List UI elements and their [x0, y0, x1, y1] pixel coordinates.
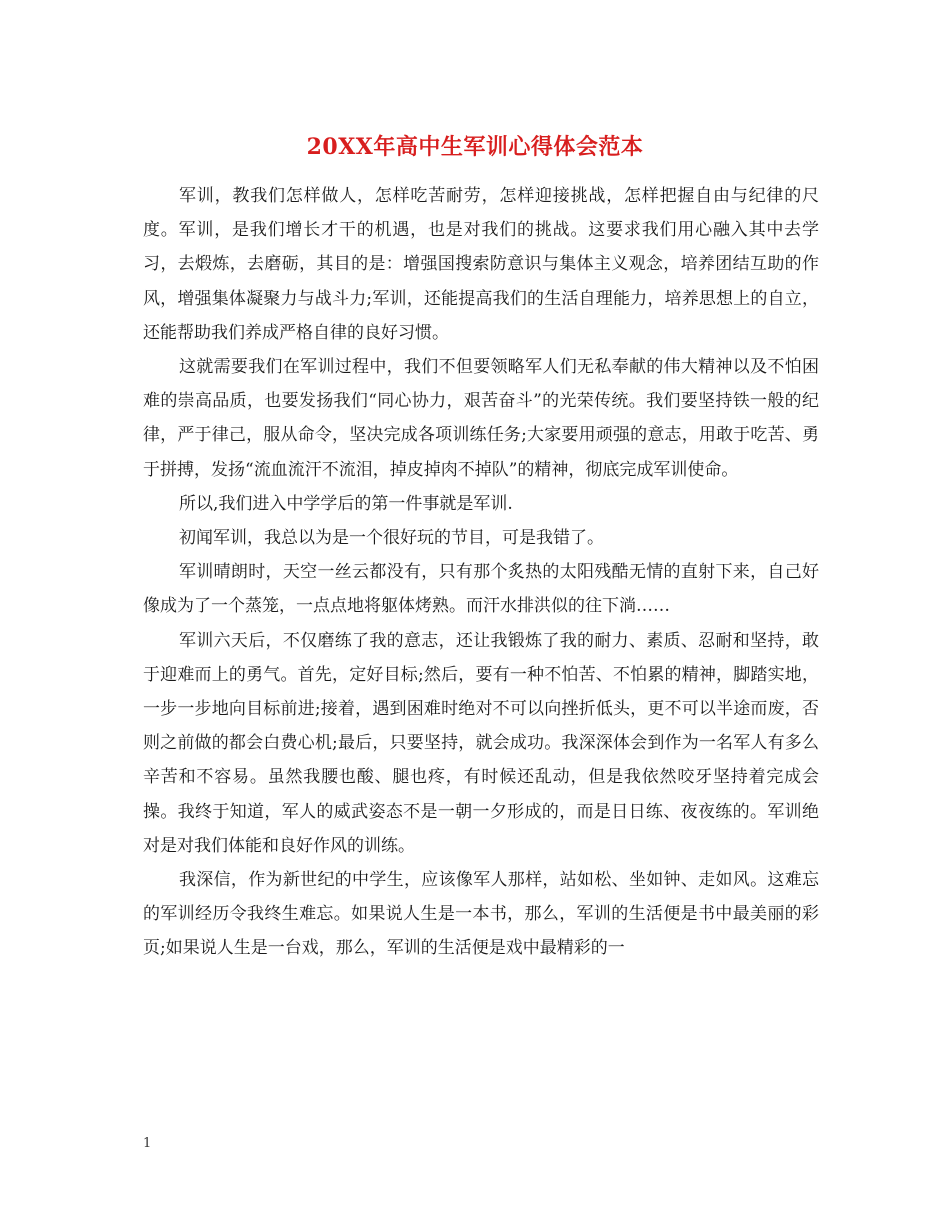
paragraph-5: 军训晴朗时，天空一丝云都没有，只有那个炙热的太阳残酷无情的直射下来，自己好像成为了一个蒸笼，一点点地将躯体烤熟。而汗水排洪似的往下淌……	[143, 562, 819, 617]
paragraph-1: 军训，教我们怎样做人，怎样吃苦耐劳，怎样迎接挑战，怎样把握自由与纪律的尺度。军训，是我们增长才干的机遇，也是对我们的挑战。这要求我们用心融入其中去学习，去煅炼，去磨砺，其目的是：增强国搜索防意识与集体主义观念，培养团结互助的作风，增强集体凝聚力与战斗力;军训，还能提高我们的生活自理能力，培养思想上的自立，还能帮助我们养成严格自律的良好习惯。	[143, 186, 819, 343]
paragraph-4: 初闻军训，我总以为是一个很好玩的节目，可是我错了。	[179, 528, 604, 549]
document-body	[143, 179, 819, 966]
document-title: 20XX年高中生军训心得体会范本	[306, 134, 644, 160]
paragraph-7: 我深信，作为新世纪的中学生，应该像军人那样，站如松、坐如钟、走如风。这难忘的军训经历令我终生难忘。如果说人生是一本书，那么，军训的生活便是书中最美丽的彩页;如果说人生是一台戏，那么，军训的生活便是戏中最精彩的一	[143, 870, 819, 959]
page-number: 1	[143, 1136, 152, 1151]
paragraph-2: 这就需要我们在军训过程中，我们不但要领略军人们无私奉献的伟大精神以及不怕困难的崇高品质，也要发扬我们“同心协力，艰苦奋斗”的光荣传统。我们要坚持铁一般的纪律，严于律己，服从命令，坚决完成各项训练任务;大家要用顽强的意志，用敢于吃苦、勇于拼搏，发扬“流血流汗不流泪，掉皮掉肉不掉队”的精神，彻底完成军训使命。	[143, 357, 819, 480]
paragraph-3: 所以,我们进入中学学后的第一件事就是军训.	[179, 493, 513, 514]
paragraph-6: 军训六天后，不仅磨练了我的意志，还让我锻炼了我的耐力、素质、忍耐和坚持，敢于迎难而上的勇气。首先，定好目标;然后，要有一种不怕苦、不怕累的精神，脚踏实地，一步一步地向目标前进;接着，遇到困难时绝对不可以向挫折低头，更不可以半途而废，否则之前做的都会白费心机;最后，只要坚持，就会成功。我深深体会到作为一名军人有多么辛苦和不容易。虽然我腰也酸、腿也疼，有时候还乱动，但是我依然咬牙坚持着完成会操。我终于知道，军人的威武姿态不是一朝一夕形成的，而是日日练、夜夜练的。军训绝对是对我们体能和良好作风的训练。	[143, 630, 819, 856]
